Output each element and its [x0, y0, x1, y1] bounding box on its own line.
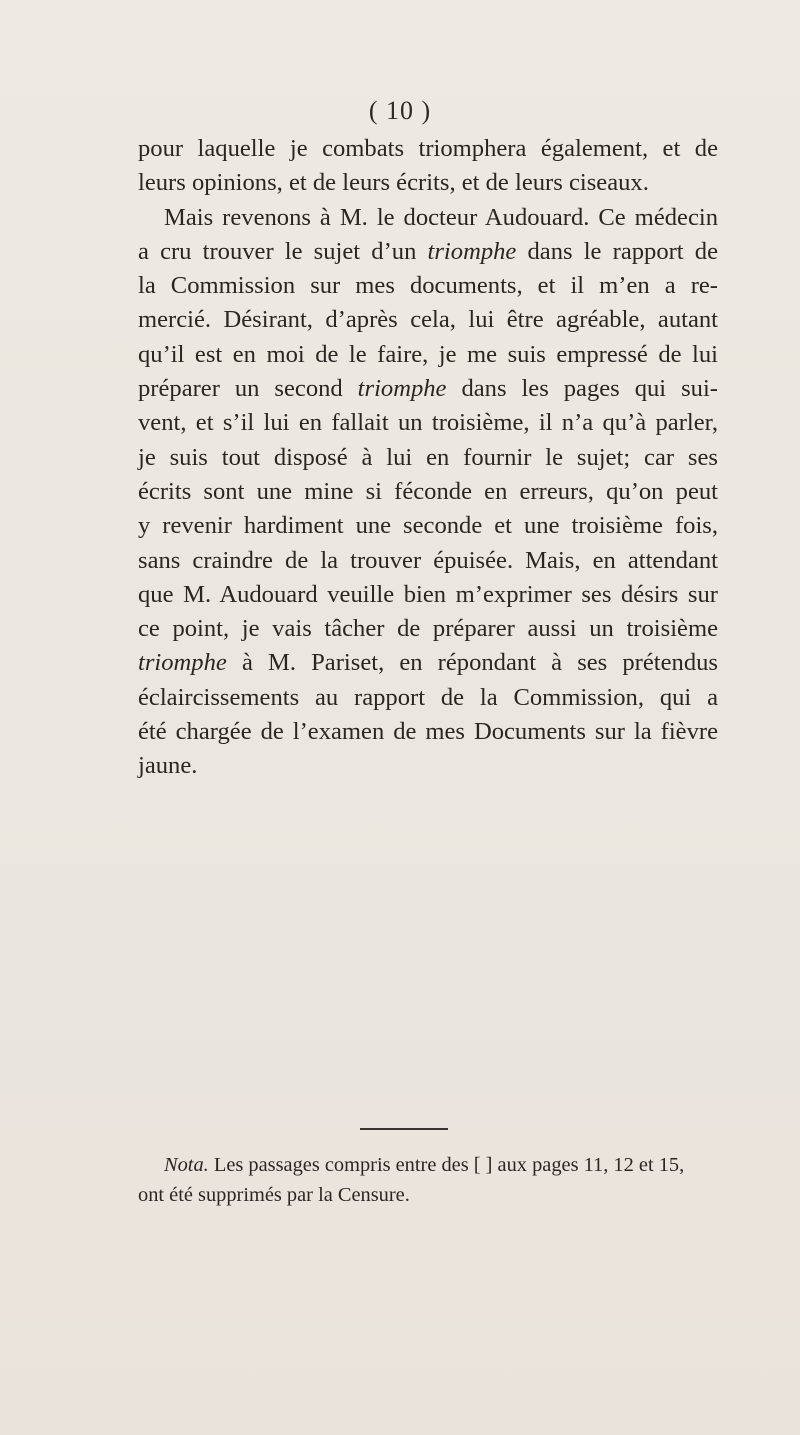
text-line: que M. Audouard veuille bien m’exprimer ses désirs sur [138, 580, 718, 608]
text-line [138, 646, 718, 680]
italic-word: triomphe [427, 237, 517, 265]
text-segment: à M. Pariset, en répondant à ses prétendus [226, 649, 718, 677]
text-line: mercié. Désirant, d’après cela, lui être agréable, autant [138, 306, 718, 334]
text-line [138, 372, 718, 406]
text-line: écrits sont une mine si féconde en erreurs, qu’on peut [138, 477, 718, 505]
text-line: éclaircissements au rapport de la Commission, qui a [138, 683, 718, 711]
text-line: vent, et s’il lui en fallait un troisième, il n’a qu’à parler, [138, 409, 718, 437]
text-line [138, 235, 718, 269]
text-line: été chargée de l’examen de mes Documents sur la fièvre [138, 718, 718, 746]
footnote-label: Nota. [164, 1154, 209, 1176]
footnote-line [138, 1150, 718, 1180]
footnote-line: ont été supprimés par la Censure. [138, 1184, 410, 1206]
text-segment: dans le rapport de [516, 237, 719, 265]
text-segment: Les passages compris entre des [ ] aux pages 11, 12 et 15, [208, 1154, 685, 1176]
page-number: ( 10 ) [368, 96, 432, 125]
italic-word: triomphe [138, 649, 227, 677]
footnote-divider [360, 1128, 448, 1130]
text-line: je suis tout disposé à lui en fournir le sujet; car ses [138, 443, 718, 471]
text-line: sans craindre de la trouver épuisée. Mais, en attendant [138, 546, 718, 574]
text-segment: a cru trouver le sujet d’un [138, 237, 428, 265]
text-segment: dans les pages qui sui- [446, 375, 718, 403]
text-line: pour laquelle je combats triomphera également, et de [138, 135, 718, 162]
text-line: y revenir hardiment une seconde et une troisième fois, [138, 512, 718, 540]
text-line: ce point, je vais tâcher de préparer aussi un troisième [138, 615, 718, 643]
footnote [138, 1150, 718, 1210]
text-line: jaune. [138, 752, 198, 780]
text-line: leurs opinions, et de leurs écrits, et de leurs ciseaux. [138, 169, 649, 197]
main-text [138, 132, 718, 784]
text-line: Mais revenons à M. le docteur Audouard. Ce médecin [164, 203, 718, 231]
text-line: qu’il est en moi de le faire, je me suis empressé de lui [138, 340, 718, 368]
italic-word: triomphe [357, 375, 447, 403]
text-segment: préparer un second [138, 375, 358, 403]
text-line: la Commission sur mes documents, et il m’en a re- [138, 272, 718, 300]
